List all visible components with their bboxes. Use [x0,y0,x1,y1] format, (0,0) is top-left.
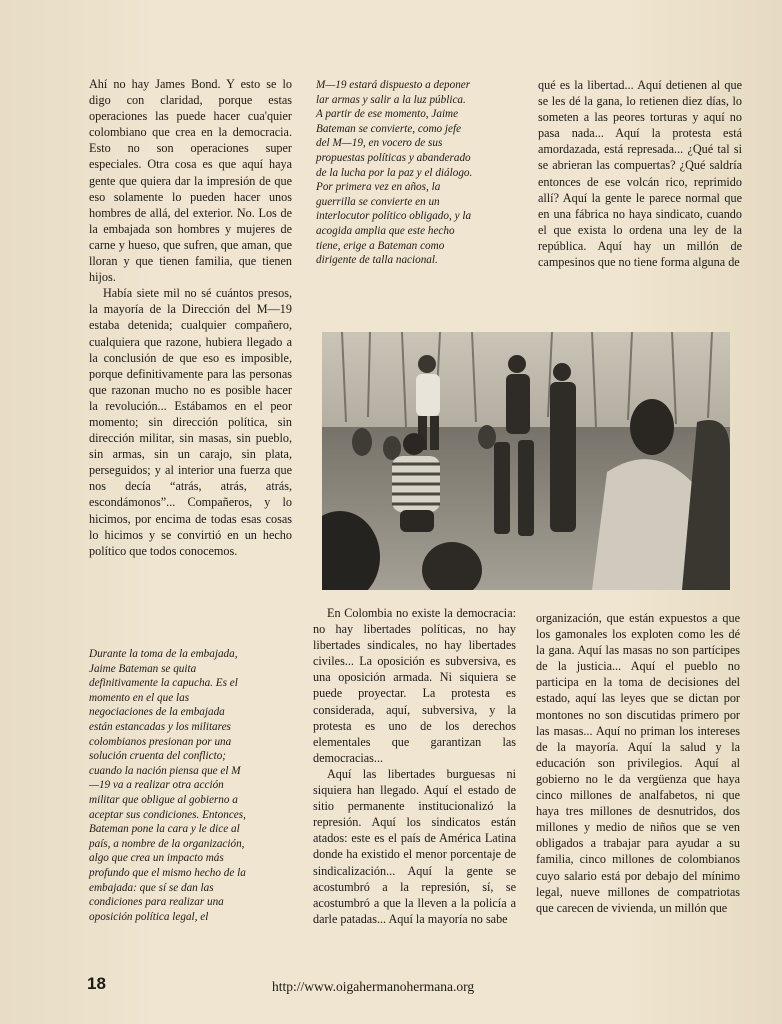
paragraph: En Colombia no existe la democracia: no hay libertades políticas, no hay libertades sindicales, no hay libertades civiles... La oposición es subversiva, es una oposición armada. Ni siquiera se puede proyectar. La protesta es considerada, aquí, subversiva, y la protesta es uno de los derechos elementales que garantizan las democracias... [313,606,516,765]
photo-caption-left [89,647,249,924]
source-url: http://www.oigahermanohermana.org [272,979,475,994]
caption-text: M—19 estará dispuesto a deponer lar armas y salir a la luz pública. A partir de ese momento, Jaime Bateman se convierte, como jefe del M—19, en vocero de sus propuestas políticas y abanderado de la lucha por la paz y el diálogo. Por primera vez en años, la guerrilla se convierte en un interlocutor político obligado, y la acogida amplia que este hecho tiene, erige a Bateman como dirigente de talla nacional. [316,79,473,267]
rally-photo [322,332,730,590]
article-column-left [89,76,292,559]
article-column-right-bottom [536,610,740,916]
paragraph: Aquí las libertades burguesas ni siquiera han llegado. Aquí el estado de sitio permanente institucionalizó la represión. Aquí los sindicatos están atados: este es el país de América Latina donde ha existido el menor porcentaje de sindicalización... Aquí la gente se acostumbró a la represión, sí, se acostumbró a que la lleven a la policía a darle patadas... Aquí la mayoría no sabe [313,766,516,926]
photo-caption-center [316,78,474,268]
paragraph: qué es la libertad... Aquí detienen al que se les dé la gana, lo retienen diez días, lo someten a las peores torturas y aquí no pasa nada... Aquí la protesta está amordazada, está represada... ¿Qué tal si se abrieran las compuertas? ¿Qué saldría entonces de ese volcán rico, reprimido allí? Aquí la gente le parece normal que en una fábrica no haya sindicato, cuando el que exista lo ordena una ley de la república. Aquí hay un millón de campesinos que no tiene forma alguna de [538,78,742,270]
caption-text: Durante la toma de la embajada, Jaime Bateman se quita definitivamente la capucha. Es el momento en el que las negociaciones de la embajada están estancadas y los militares colombianos presionan por una solución cruenta del conflicto; cuando la nación piensa que el M—19 va a realizar otra acción militar que obligue al gobierno a aceptar sus condiciones. Entonces, Bateman pone la cara y le dice al país, a nombre de la organización, algo que crea un impacto más profundo que el mismo hecho de la embajada: que sí se dan las condiciones para realizar una oposición política legal, el [89,648,246,923]
paragraph: organización, que están expuestos a que los gamonales los exploten como les dé la gana. Aquí las masas no son partícipes de la justicia... Aquí el pueblo no participa en la toma de decisiones del estado, aquí las leyes que se dictan por montones no son discutidas primero por las masas... Aquí no priman los intereses de la mayoría. Aquí la salud y la educación son privilegios. Aquí al gobierno no le da vergüenza que haya cinco millones de analfabetos, ni que haya tres millones de desnutridos, dos millones y medio de niños que se ven obligados a trabajar para ayudar a su familia, cinco millones de colombianos cuyo salario está por debajo del mínimo legal, nueve millones de compatriotas que carecen de vivienda, un millón que [536,611,740,915]
paragraph: Ahí no hay James Bond. Y esto se lo digo con claridad, porque estas operaciones las puede hacer cua'quier colombiano que crea en la democracia. Esto no son operaciones super especiales. Otra cosa es que aquí haya gente que quiera dar la impresión de que eso solamente lo pueden hacer unos hombres de allá, del exterior. No. Los de la embajada son hombres y mujeres de carne y hueso, que sufren, que aman, que lloran y que tienen familia, que tienen hijos. [89,77,292,285]
page-number: 18 [87,974,106,993]
photo-illustration [322,332,730,590]
article-column-center-bottom [313,605,516,927]
article-column-right-top [538,77,742,270]
paragraph: Había siete mil no sé cuántos presos, la mayoría de la Dirección del M—19 estaba detenida; cualquier compañero, cualquiera que razone, hubiera llegado a la conclusión de que eso es imposible, porque definitivamente para las personas que razonan mucho no es posible hacer la revolución... Estábamos en el peor momento; sin dirección política, sin dirección militar, sin masas, sin pueblo, sin armas, sin un carajo, sin plata, perseguidos; y al interior una fuerza que nos decía “atrás, atrás, atrás, escondámonos”... Compañeros, y lo hicimos, por encima de todas esas cosas lo hicimos y se convirtió en un hecho político que todos conocemos. [89,286,292,558]
